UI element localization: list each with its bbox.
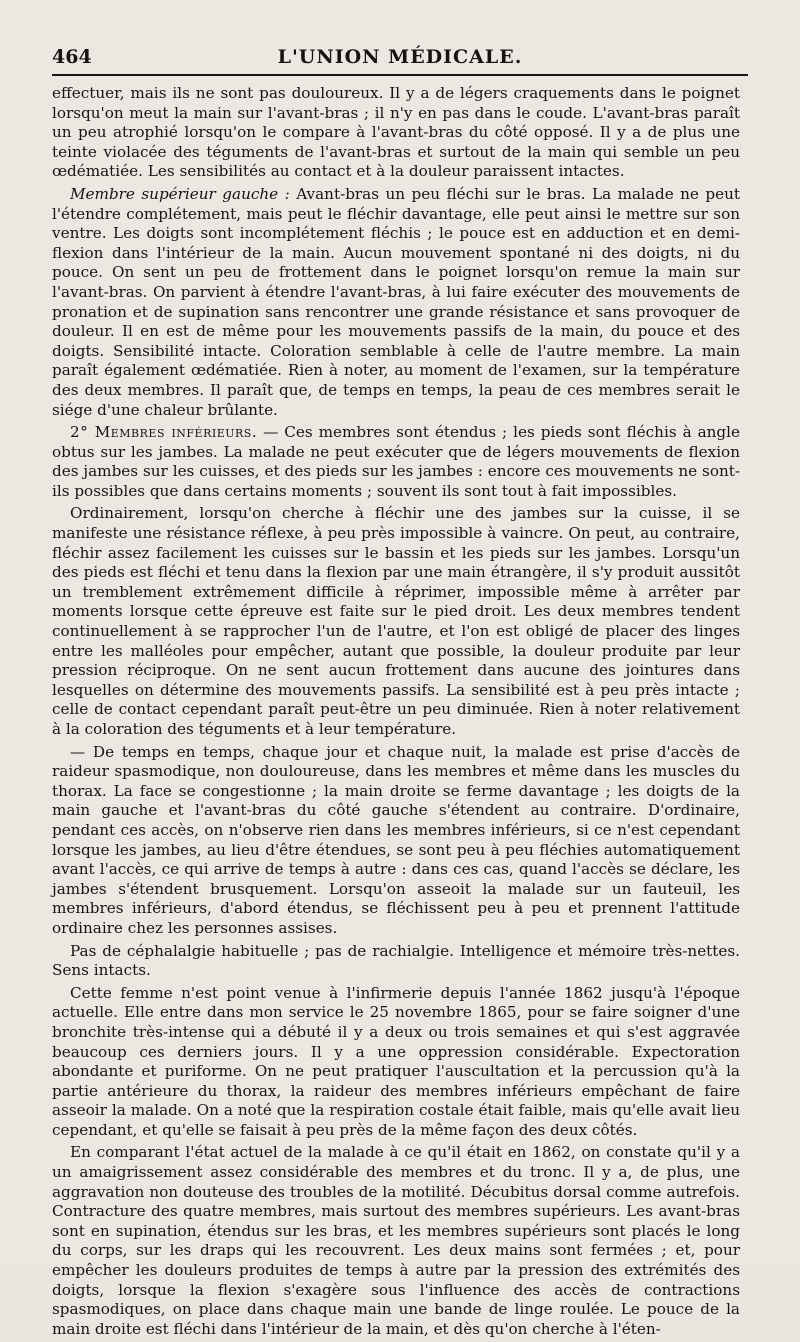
page-number: 464 [52,46,92,68]
paragraph: effectuer, mais ils ne sont pas douloureux. Il y a de légers craquements dans le poignet lorsqu'on meut la main sur l'avant-bras ; il n'y en pas dans le coude. L'avant-bras paraît un peu atrophié lorsqu'on le compare à l'avant-bras du côté opposé. Il y a de plus une teinte violacée des téguments de l'avant-bras et surtout de la main qui semble un peu œdématiée. Les sensibilités au contact et à la douleur paraissent intactes. [52,84,740,181]
paragraph: Membre supérieur gauche : Avant-bras un peu fléchi sur le bras. La malade ne peut l'étendre complétement, mais peut le fléchir davantage, elle peut ainsi le mettre sur son ventre. Les doigts sont incomplétement fléchis ; le pouce est en adduction et en demi-flexion dans l'intérieur de la main. Aucun mouvement spontané ni des doigts, ni du pouce. On sent un peu de frottement dans le poignet lorsqu'on remue la main sur l'avant-bras. On parvient à étendre l'avant-bras, à lui faire exécuter des mouvements de pronation et de supination sans rencontrer une grande résistance et sans provoquer de douleur. Il en est de même pour les mouvements passifs de la main, du pouce et des doigts. Sensibilité intacte. Coloration semblable à celle de l'autre membre. La main paraît également œdématiée. Rien à noter, au moment de l'examen, sur la température des deux membres. Il paraît que, de temps en temps, la peau de ces membres serait le siége d'une chaleur brûlante. [52,184,740,419]
section-lead: 2° Membres inférieurs. [70,423,258,442]
paragraph: — De temps en temps, chaque jour et chaque nuit, la malade est prise d'accès de raideur spasmodique, non douloureuse, dans les membres et même dans les muscles du thorax. La face se congestionne ; la main droite se ferme davantage ; les doigts de la main gauche et l'avant-bras du côté gauche s'étendent au contraire. D'ordinaire, pendant ces accès, on n'observe rien dans les membres inférieurs, si ce n'est cependant lorsque les jambes, au lieu d'être étendues, se sont peu à peu fléchies automatiquement avant l'accès, ce qui arrive de temps à autre : dans ces cas, quand l'accès se déclare, les jambes s'étendent brusquement. Lorsqu'on asseoit la malade sur un fauteuil, les membres inférieurs, d'abord étendus, se fléchissent peu à peu et prennent l'attitude ordinaire chez les personnes assises. [52,742,740,937]
paragraph: En comparant l'état actuel de la malade à ce qu'il était en 1862, on constate qu'il y a un amaigrissement assez considérable des membres et du tronc. Il y a, de plus, une aggravation non douteuse des troubles de la motilité. Décubitus dorsal comme autrefois. Contracture des quatre membres, mais surtout des membres supérieurs. Les avant-bras sont en supination, étendus sur les bras, et les membres supérieurs sont placés le long du corps, sur les draps qui les recouvrent. Les deux mains sont fermées ; et, pour empêcher les douleurs produites de temps à autre par la pression des extrémités des doigts, lorsque la flexion s'exagère sous l'influence des accès de contractions spasmodiques, on place dans chaque main une bande de linge roulée. Le pouce de la main droite est fléchi dans l'intérieur de la main, et dès qu'on cherche à l'éten- [52,1143,740,1338]
header-rule [52,74,748,76]
paragraph: Ordinairement, lorsqu'on cherche à fléchir une des jambes sur la cuisse, il se manifeste une résistance réflexe, à peu près impossible à vaincre. On peut, au contraire, fléchir assez facilement les cuisses sur le bassin et les pieds sur les jambes. Lorsqu'un des pieds est fléchi et tenu dans la flexion par une main étrangère, il s'y produit aussitôt un tremblement extrêmement difficile à réprimer, impossible même à arrêter par moments lorsque cette épreuve est faite sur le pied droit. Les deux membres tendent continuellement à se rapprocher l'un de l'autre, et l'on est obligé de placer des linges entre les malléoles pour empêcher, autant que possible, la douleur produite par leur pression réciproque. On ne sent aucun frottement dans aucune des jointures dans lesquelles on détermine des mouvements passifs. La sensibilité est à peu près intacte ; celle de contact cependant paraît peut-être un peu diminuée. Rien à noter relativement à la coloration des téguments et à leur température. [52,504,740,738]
body-text [52,84,740,1342]
paragraph: Cette femme n'est point venue à l'infirmerie depuis l'année 1862 jusqu'à l'époque actuelle. Elle entre dans mon service le 25 novembre 1865, pour se faire soigner d'une bronchite très-intense qui a débuté il y a deux ou trois semaines et qui s'est aggravée beaucoup ces derniers jours. Il y a une oppression considérable. Expectoration abondante et puriforme. On ne peut pratiquer l'auscultation et la percussion qu'à la partie antérieure du thorax, la raideur des membres inférieurs empêchant de faire asseoir la malade. On a noté que la respiration costale était faible, mais qu'elle avait lieu cependant, et qu'elle se faisait à peu près de la même façon des deux côtés. [52,983,740,1139]
paragraph: Pas de céphalalgie habituelle ; pas de rachialgie. Intelligence et mémoire très-nettes. Sens intacts. [52,941,740,980]
section-lead: Membre supérieur gauche : [70,184,290,203]
page-header [52,40,748,76]
paragraph: 2° Membres inférieurs. — Ces membres sont étendus ; les pieds sont fléchis à angle obtus sur les jambes. La malade ne peut exécuter que de légers mouvements de flexion des jambes sur les cuisses, et des pieds sur les jambes : encore ces mouvements ne sont-ils possibles que dans certains moments ; souvent ils sont tout à fait impossibles. [52,423,740,500]
running-title: L'UNION MÉDICALE. [277,46,523,68]
